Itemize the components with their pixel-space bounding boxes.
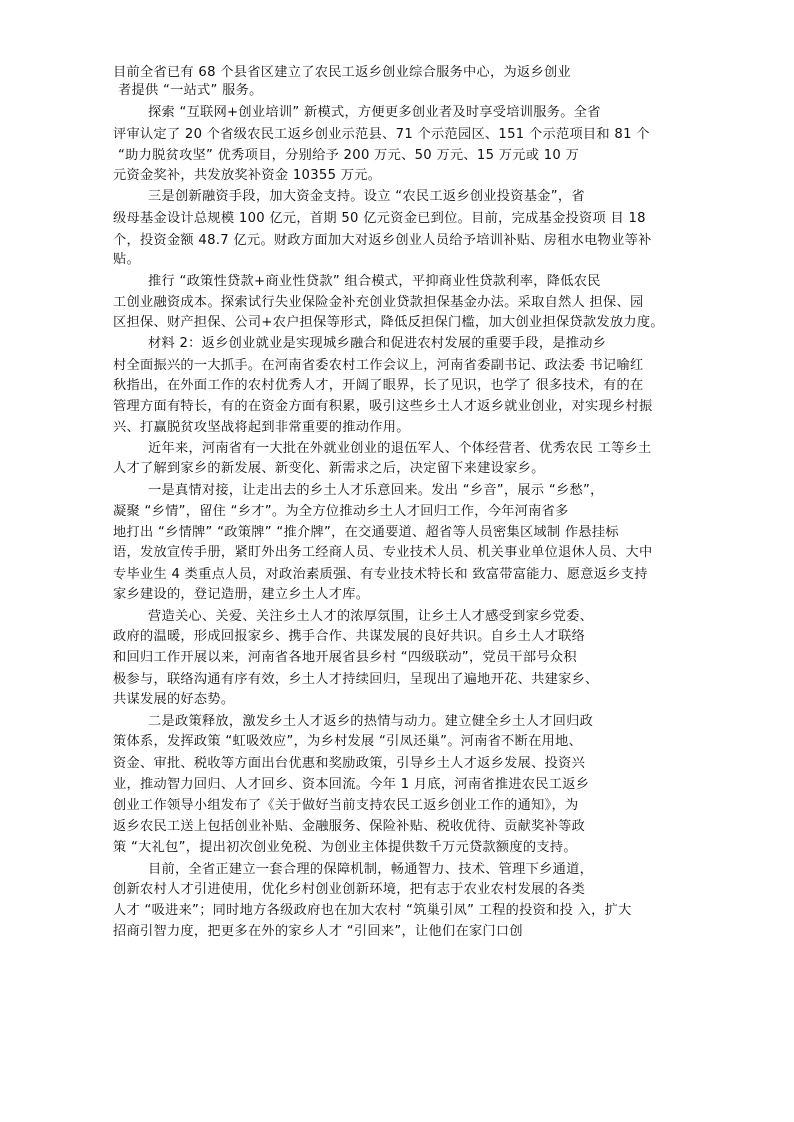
text-line: 推行 “政策性贷款+商业性贷款” 组合模式，平抑商业性贷款利率，降低农民	[148, 274, 601, 289]
text-line: 三是创新融资手段，加大资金支持。设立 “农民工返乡创业投资基金”，省	[148, 189, 585, 204]
text-line: 贴。	[113, 252, 140, 267]
text-line: 地打出 “乡情牌” “政策牌” “推介牌”，在交通要道、超省等人员密集区域制 作悬挂标	[113, 525, 619, 540]
text-line: 村全面振兴的一大抓手。在河南省委农村工作会议上，河南省委副书记、政法委 书记喻红	[113, 358, 644, 373]
text-line: 创业工作领导小组发布了《关于做好当前支持农民工返乡创业工作的通知》，为	[113, 798, 579, 813]
text-line: 兴、打赢脱贫攻坚战将起到非常重要的推动作用。	[113, 420, 410, 435]
text-line: 秋指出，在外面工作的农村优秀人才，开阔了眼界，长了见识，也学了 很多技术，有的在	[113, 378, 644, 393]
text-line: 近年来，河南省有一大批在外就业创业的退伍军人、个体经营者、优秀农民 工等乡土	[148, 441, 652, 456]
text-line: 元资金奖补，共发放奖补资金 10355 万元。	[113, 168, 382, 183]
text-line: 返乡农民工送上包括创业补贴、金融服务、保险补贴、税收优待、贡献奖补等政	[113, 819, 586, 834]
text-line: “助力脱贫攻坚” 优秀项目，分别给予 200 万元、50 万元、15 万元或 10 万	[118, 148, 580, 163]
text-line: 政府的温暖，形成回报家乡、携手合作、共谋发展的良好共识。自乡土人才联络	[113, 629, 586, 644]
text-line: 策体系，发挥政策 “虹吸效应”，为乡村发展 “引凤还巢”。河南省不断在用地、	[113, 734, 583, 749]
text-line: 级母基金设计总规模 100 亿元，首期 50 亿元资金已到位。目前，完成基金投资项 目 18	[113, 211, 646, 226]
text-line: 目前全省已有 68 个县省区建立了农民工返乡创业综合服务中心，为返乡创业	[113, 65, 571, 80]
text-line: 管理方面有特长，有的在资金方面有积累，吸引这些乡土人才返乡就业创业，对实现乡村振	[113, 399, 653, 414]
text-line: 评审认定了 20 个省级农民工返乡创业示范县、71 个示范园区、151 个示范项目和 81 个	[113, 127, 650, 142]
text-line: 资金、审批、税收等方面出台优惠和奖励政策，引导乡土人才返乡发展、投资兴	[113, 756, 586, 771]
text-line: 人才了解到家乡的新发展、新变化、新需求之后，决定留下来建设家乡。	[113, 461, 545, 476]
text-line: 人才 “吸进来”；同时地方各级政府也在加大农村 “筑巢引凤” 工程的投资和投 入，扩大	[113, 903, 632, 918]
text-line: 区担保、财产担保、公司+农户担保等形式，降低反担保门槛，加大创业担保贷款发放力度。	[113, 315, 664, 330]
text-line: 者提供 “一站式” 服务。	[118, 83, 263, 98]
text-line: 创新农村人才引进使用，优化乡村创业创新环境，把有志于农业农村发展的各类	[113, 882, 586, 897]
text-line: 一是真情对接，让走出去的乡土人才乐意回来。发出 “乡音”，展示 “乡愁”，	[148, 483, 604, 498]
text-line: 专毕业生 4 类重点人员，对政治素质强、有专业技术特长和 致富带富能力、愿意返乡支持	[113, 567, 648, 582]
text-line: 和回归工作开展以来，河南省各地开展省县乡村 “四级联动”，党员干部号众积	[113, 650, 577, 665]
text-line: 语，发放宣传手册，紧盯外出务工经商人员、专业技术人员、机关事业单位退休人员、大中	[113, 545, 653, 560]
text-line: 家乡建设的，登记造册，建立乡土人才库。	[113, 587, 370, 602]
text-line: 极参与，联络沟通有序有效，乡土人才持续回归，呈现出了遍地开花、共建家乡、	[113, 672, 599, 687]
text-line: 招商引智力度，把更多在外的家乡人才 “引回来”，让他们在家门口创	[113, 924, 523, 939]
text-line: 凝聚 “乡情”，留住 “乡才”。为全方位推动乡土人才回归工作，今年河南省多	[113, 504, 569, 519]
text-line: 共谋发展的好态势。	[113, 692, 235, 707]
text-line: 工创业融资成本。探索试行失业保险金补充创业贷款担保基金办法。采取自然人 担保、园	[113, 295, 644, 310]
text-line: 目前，全省正建立一套合理的保障机制，畅通智力、技术、管理下乡通道，	[148, 862, 594, 877]
text-line: 个，投资金额 48.7 亿元。财政方面加大对返乡创业人员给予培训补贴、房租水电物业等补	[113, 233, 652, 248]
text-line: 策 “大礼包”，提出初次创业免税、为创业主体提供数千万元贷款额度的支持。	[113, 840, 577, 855]
text-line: 营造关心、关爱、关注乡土人才的浓厚氛围，让乡土人才感受到家乡党委、	[148, 609, 594, 624]
text-line: 材料 2：返乡创业就业是实现城乡融合和促进农村发展的重要手段，是推动乡	[148, 336, 607, 351]
text-line: 探索 “互联网+创业培训” 新模式，方便更多创业者及时享受培训服务。全省	[148, 105, 601, 120]
text-line: 二是政策释放，激发乡土人才返乡的热情与动力。建立健全乡土人才回归政	[148, 714, 594, 729]
text-line: 业，推动智力回归、人才回乡、资本回流。今年 1 月底，河南省推进农民工返乡	[113, 777, 590, 792]
